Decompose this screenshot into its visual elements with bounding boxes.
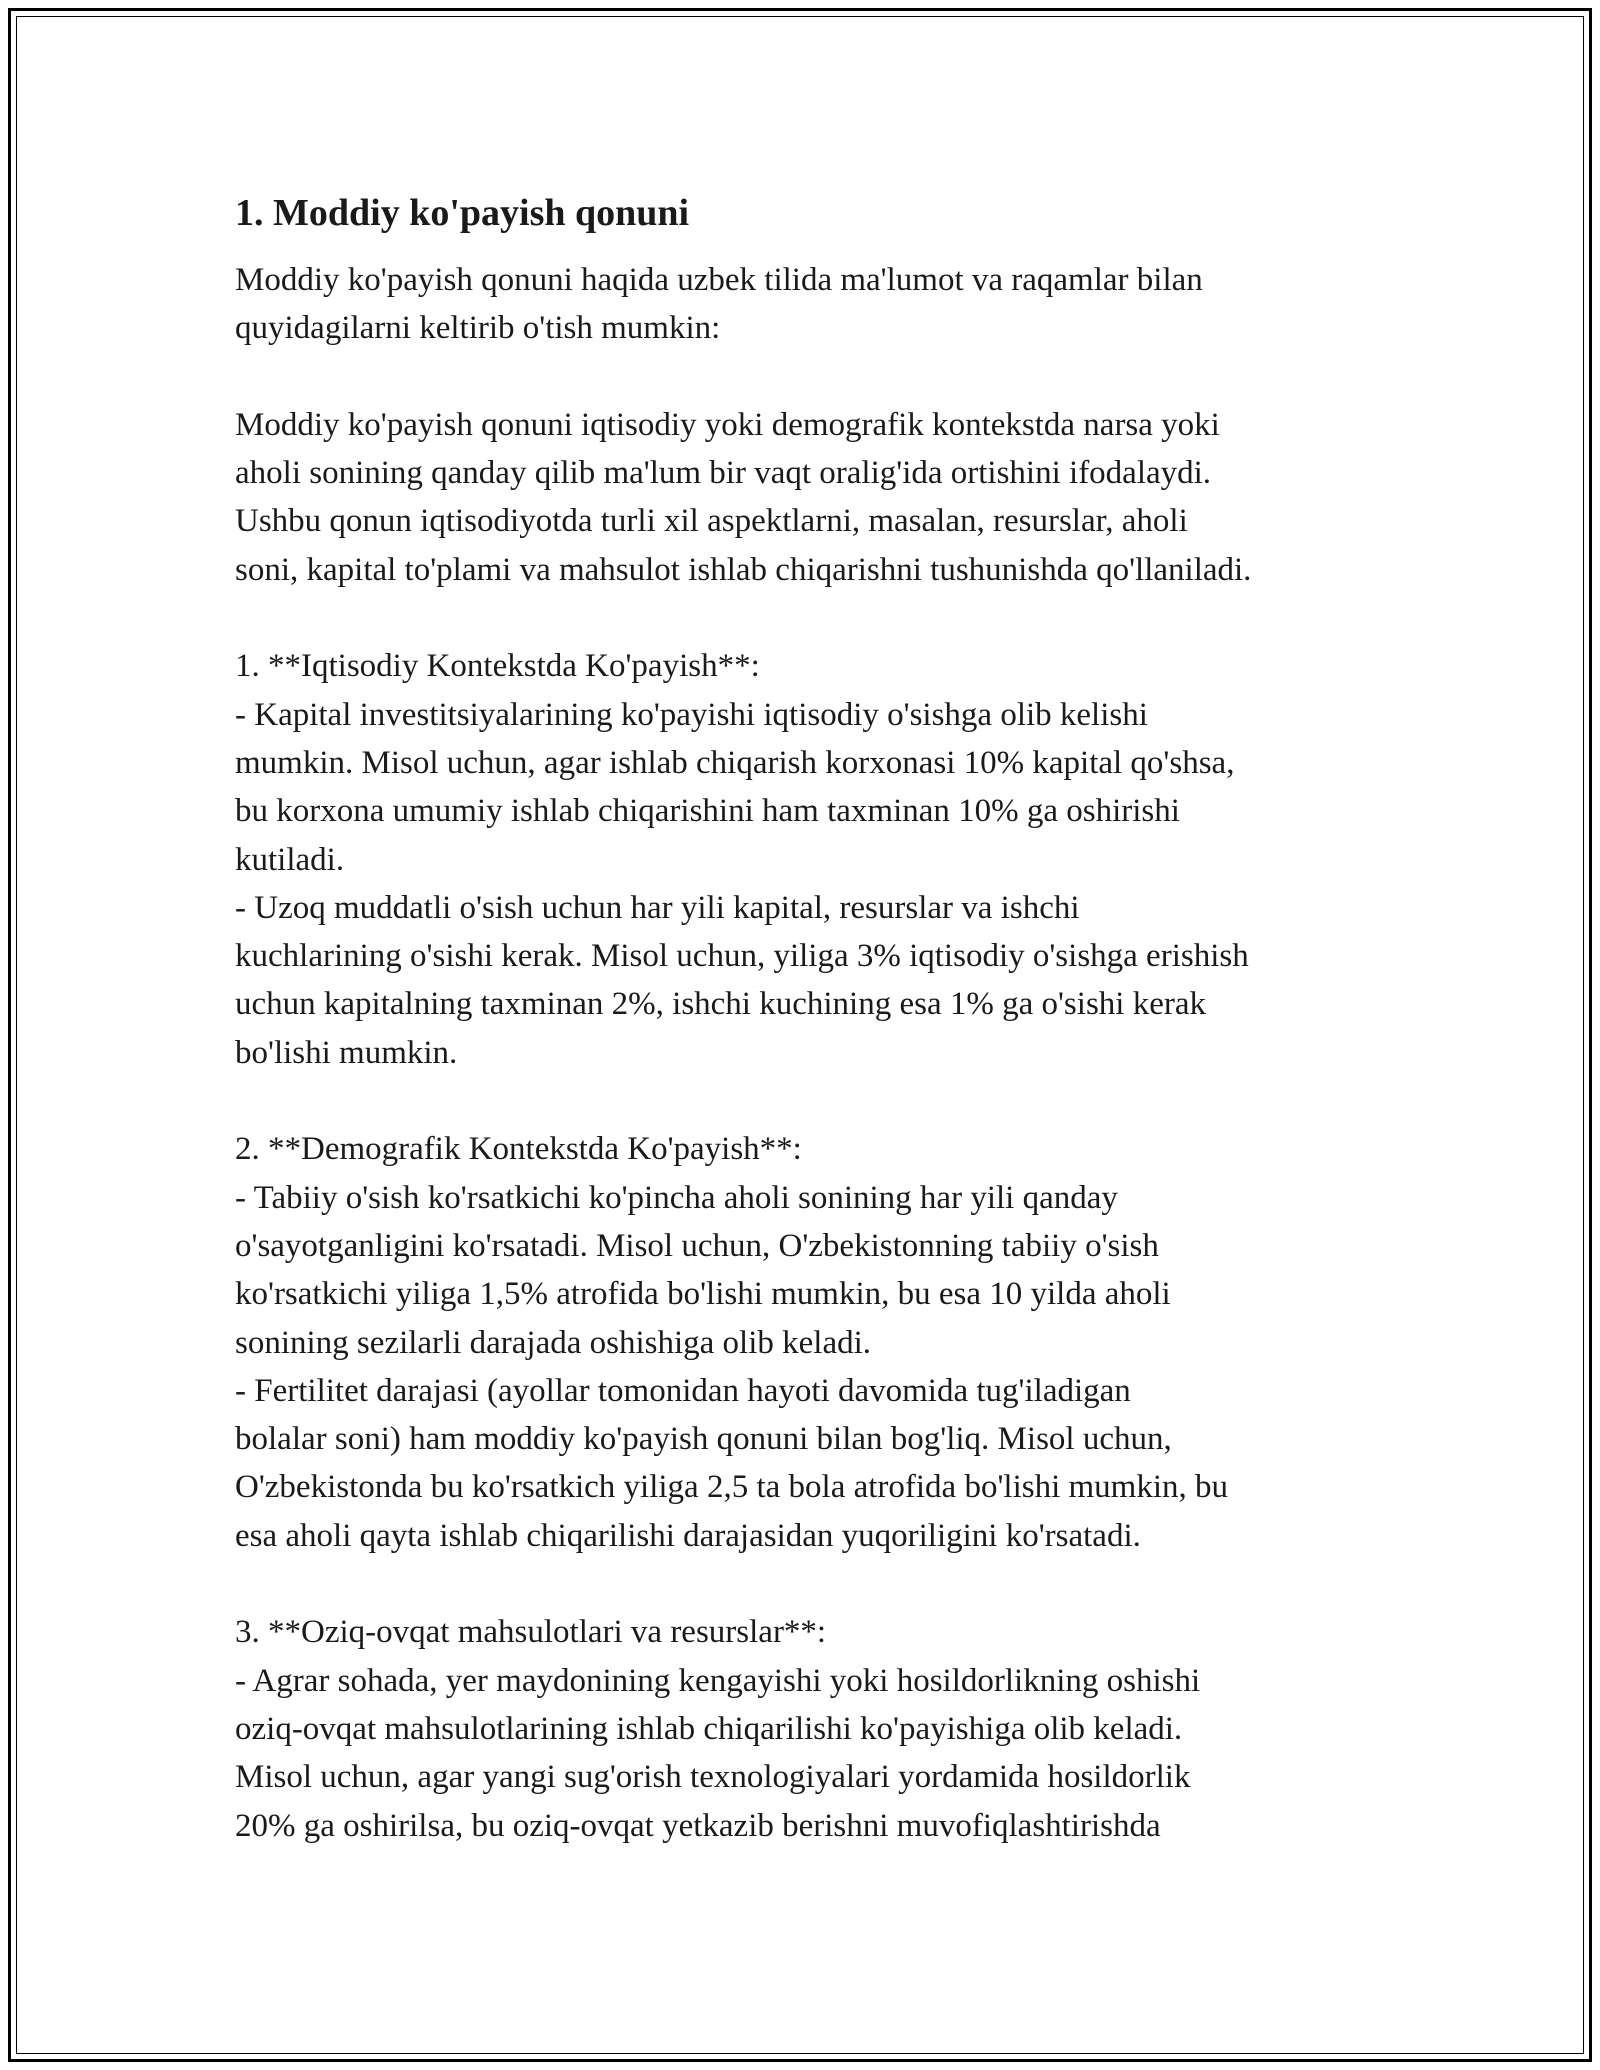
document-body: Moddiy ko'payish qonuni haqida uzbek tilida ma'lumot va raqamlar bilan quyidagilarni keltirib o'tish mumkin: Moddiy ko'payish qonuni iqtisodiy yoki demografik kontekstda narsa yoki aholi sonining qanday qilib ma'lum bir vaqt oralig'ida ortishini ifodalaydi. Ushbu qonun iqtisodiyotda turli xil aspektlarni, masalan, resurslar, aholi soni, kapital to'plami va mahsulot ishlab chiqarishni tushunishda qo'llaniladi. 1. **Iqtisodiy Kontekstda Ko'payish**: - Kapital investitsiyalarining ko'payishi iqtisodiy o'sishga olib kelishi mumkin. Misol uchun, agar ishlab chiqarish korxonasi 10% kapital qo'shsa, bu korxona umumiy ishlab chiqarishini ham taxminan 10% ga oshirishi kutiladi. - Uzoq muddatli o'sish uchun har yili kapital, resurslar va ishchi kuchlarining o'sishi kerak. Misol uchun, yiliga 3% iqtisodiy o'sishga erishish uchun kapitalning taxminan 2%, ishchi kuchining esa 1% ga o'sishi kerak bo'lishi mumkin. 2. **Demografik Kontekstda Ko'payish**: - Tabiiy o'sish ko'rsatkichi ko'pincha aholi sonining har yili qanday o'sayotganligini ko'rsatadi. Misol uchun, O'zbekistonning tabiiy o'sish ko'rsatkichi yiliga 1,5% atrofida bo'lishi mumkin, bu esa 10 yilda aholi sonining sezilarli darajada oshishiga olib keladi. - Fertilitet darajasi (ayollar tomonidan hayoti davomida tug'iladigan bolalar soni) ham moddiy ko'payish qonuni bilan bog'liq. Misol uchun, O'zbekistonda bu ko'rsatkich yiliga 2,5 ta bola atrofida bo'lishi mumkin, bu esa aholi qayta ishlab chiqarilishi darajasidan yuqoriligini ko'rsatadi. 3. **Oziq-ovqat mahsulotlari va resurslar**: - Agrar sohada, yer maydonining kengayishi yoki hosildorlikning oshishi oziq-ovqat mahsulotlarining ishlab chiqarilishi ko'payishiga olib keladi. Misol uchun, agar yangi sug'orish texnologiyalari yordamida hosildorlik 20% ga oshirilsa, bu oziq-ovqat yetkazib berishni muvofiqlashtirishda	[235, 262, 1252, 1844]
document-page	[235, 188, 1385, 1850]
page-title: 1. Moddiy ko'payish qonuni	[235, 192, 690, 234]
